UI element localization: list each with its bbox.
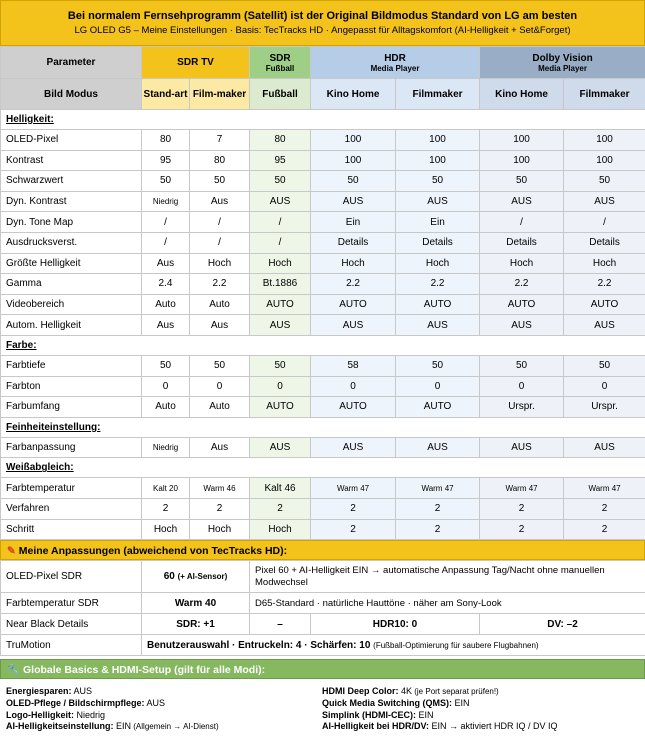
cell-value: 100: [311, 150, 396, 171]
basics-panel: [0, 679, 645, 735]
cell-value: Ein: [311, 212, 396, 233]
adj-oled-value: 60 (+ AI-Sensor): [142, 561, 250, 593]
table-row: [1, 274, 645, 295]
basics-left-column: [6, 686, 322, 735]
cell-value: Warm 47: [311, 478, 396, 499]
basics-item: [6, 686, 322, 698]
cell-value: AUTO: [250, 294, 311, 315]
table-row: [1, 376, 645, 397]
table-row: [1, 253, 645, 274]
cell-value: 2: [396, 498, 480, 519]
adj-trumotion-label: TruMotion: [1, 635, 142, 656]
adj-nearblack-hdr: HDR10: 0: [311, 614, 480, 635]
cell-value: 0: [190, 376, 250, 397]
cell-value: 80: [190, 150, 250, 171]
table-row: [1, 171, 645, 192]
adjustments-header: [0, 540, 645, 560]
cell-value: AUS: [311, 191, 396, 212]
mode-fussball: Fußball: [250, 79, 311, 110]
cell-value: 2: [396, 519, 480, 540]
wrench-icon: 🔧: [7, 664, 21, 677]
basics-item-value: 4K: [398, 686, 413, 697]
cell-value: Hoch: [396, 253, 480, 274]
basics-item-key: Logo-Helligkeit:: [6, 709, 74, 720]
table-row: [1, 232, 645, 253]
cell-value: 2.2: [311, 274, 396, 295]
adj-nearblack-label: Near Black Details: [1, 614, 142, 635]
cell-value: Urspr.: [480, 397, 564, 418]
adj-temp-desc: D65-Standard · natürliche Hauttöne · näher am Sony-Look: [250, 593, 645, 614]
cell-value: Hoch: [480, 253, 564, 274]
basics-item-value: AUS: [71, 686, 93, 697]
cell-value: 2.4: [142, 274, 190, 295]
cell-value: 100: [564, 130, 645, 151]
row-label-gr-te-helligkeit: Größte Helligkeit: [1, 253, 142, 274]
row-label-kontrast: Kontrast: [1, 150, 142, 171]
cell-value: 0: [142, 376, 190, 397]
cell-value: Hoch: [250, 519, 311, 540]
cell-value: 7: [190, 130, 250, 151]
cell-value: 50: [142, 355, 190, 376]
cell-value: AUS: [396, 191, 480, 212]
adj-nearblack-dv: DV: –2: [480, 614, 645, 635]
row-label-farbumfang: Farbumfang: [1, 397, 142, 418]
cell-value: 2: [564, 498, 645, 519]
cell-value: 50: [396, 171, 480, 192]
cell-value: 50: [142, 171, 190, 192]
cell-value: 50: [564, 355, 645, 376]
basics-item: [6, 721, 322, 733]
basics-item-key: Quick Media Switching (QMS):: [322, 697, 453, 708]
cell-value: AUS: [250, 191, 311, 212]
basics-item: [6, 698, 322, 710]
cell-value: Auto: [142, 397, 190, 418]
cell-value: Ein: [396, 212, 480, 233]
cell-value: /: [190, 212, 250, 233]
adj-oled-desc: Pixel 60 + AI-Helligkeit EIN → automatische Anpassung Tag/Nacht ohne manuellen Modwechsel: [250, 561, 645, 593]
cell-value: /: [480, 212, 564, 233]
pencil-icon: ✎: [7, 545, 16, 558]
mode-filmmaker-dv: Filmmaker: [564, 79, 645, 110]
cell-value: 0: [250, 376, 311, 397]
section-title: Farbe:: [1, 335, 645, 355]
cell-value: Warm 47: [480, 478, 564, 499]
basics-header: [0, 659, 645, 679]
adj-nearblack-dash: –: [250, 614, 311, 635]
cell-value: Hoch: [190, 519, 250, 540]
cell-value: Auto: [142, 294, 190, 315]
cell-value: AUTO: [564, 294, 645, 315]
basics-item-key: AI-Helligkeitseinstellung:: [6, 721, 114, 732]
cell-value: /: [564, 212, 645, 233]
cell-value: Kalt 20: [142, 478, 190, 499]
col-parameter: Parameter: [1, 47, 142, 79]
basics-item-note: (je Port separat prüfen!): [412, 687, 499, 697]
cell-value: 50: [564, 171, 645, 192]
settings-table: [0, 46, 645, 540]
table-row: [1, 519, 645, 540]
mode-standart: Stand-art: [142, 79, 190, 110]
row-label-farbanpassung: Farbanpassung: [1, 437, 142, 458]
cell-value: Hoch: [250, 253, 311, 274]
cell-value: 50: [396, 355, 480, 376]
col-sdr-fussball: SDR Fußball: [250, 47, 311, 79]
table-row: [1, 498, 645, 519]
row-label-autom-helligkeit: Autom. Helligkeit: [1, 315, 142, 336]
adj-trumotion-value: Benutzerauswahl · Entruckeln: 4 · Schärfen: 10 (Fußball-Optimierung für saubere Flugbahnen): [142, 635, 645, 656]
cell-value: 2: [250, 498, 311, 519]
section-title: Weißabgleich:: [1, 458, 645, 478]
cell-value: /: [142, 232, 190, 253]
basics-item-value: EIN: [416, 709, 434, 720]
basics-item: [322, 721, 638, 733]
cell-value: /: [250, 212, 311, 233]
table-row: [1, 294, 645, 315]
cell-value: 0: [480, 376, 564, 397]
cell-value: 0: [396, 376, 480, 397]
adjustments-table: [0, 560, 645, 656]
cell-value: AUTO: [311, 397, 396, 418]
cell-value: 2: [480, 519, 564, 540]
row-label-farbtemperatur: Farbtemperatur: [1, 478, 142, 499]
mode-filmmaker-sdr: Film-maker: [190, 79, 250, 110]
mode-filmmaker-hdr: Filmmaker: [396, 79, 480, 110]
page-title: Bei normalem Fernsehprogramm (Satellit) ist der Original Bildmodus Standard von LG am besten: [67, 10, 578, 22]
cell-value: 2.2: [190, 274, 250, 295]
table-row: [1, 397, 645, 418]
cell-value: 2: [311, 498, 396, 519]
row-label-farbtiefe: Farbtiefe: [1, 355, 142, 376]
cell-value: 2.2: [396, 274, 480, 295]
cell-value: Hoch: [142, 519, 190, 540]
cell-value: 100: [311, 130, 396, 151]
basics-item-value: EIN: [452, 697, 470, 708]
row-label-schwarzwert: Schwarzwert: [1, 171, 142, 192]
cell-value: AUS: [564, 315, 645, 336]
cell-value: Details: [396, 232, 480, 253]
col-dolby-vision: Dolby Vision Media Player: [480, 47, 645, 79]
section-title: Helligkeit:: [1, 110, 645, 130]
row-label-ausdrucksverst: Ausdrucksverst.: [1, 232, 142, 253]
adj-nearblack-sdr: SDR: +1: [142, 614, 250, 635]
adj-oled-label: OLED-Pixel SDR: [1, 561, 142, 593]
adj-temp-value: Warm 40: [142, 593, 250, 614]
cell-value: 2.2: [564, 274, 645, 295]
cell-value: 50: [190, 355, 250, 376]
basics-item-key: Energiesparen:: [6, 686, 72, 697]
cell-value: 2: [142, 498, 190, 519]
cell-value: AUTO: [480, 294, 564, 315]
basics-item-key: AI-Helligkeit bei HDR/DV:: [322, 721, 430, 732]
cell-value: Bt.1886: [250, 274, 311, 295]
row-label-gamma: Gamma: [1, 274, 142, 295]
table-row: [1, 150, 645, 171]
page-subtitle: LG OLED G5 – Meine Einstellungen · Basis: TecTracks HD · Angepasst für Alltagskomfort (AI-Helligkeit + Set&Forget): [74, 25, 571, 36]
cell-value: Details: [311, 232, 396, 253]
cell-value: Aus: [190, 315, 250, 336]
cell-value: AUS: [396, 315, 480, 336]
cell-value: 0: [564, 376, 645, 397]
cell-value: Aus: [190, 191, 250, 212]
table-row: [1, 437, 645, 458]
basics-item: [322, 686, 638, 698]
cell-value: Hoch: [190, 253, 250, 274]
basics-item-value: AUS: [144, 697, 166, 708]
basics-item-value: EIN: [113, 721, 132, 732]
basics-item-note: (Allgemein → AI-Dienst): [131, 722, 219, 732]
cell-value: 100: [564, 150, 645, 171]
cell-value: AUTO: [396, 397, 480, 418]
cell-value: AUS: [311, 315, 396, 336]
cell-value: 100: [396, 150, 480, 171]
table-row: [1, 478, 645, 499]
cell-value: AUS: [480, 315, 564, 336]
adjustments-title: Meine Anpassungen (abweichend von TecTracks HD):: [18, 545, 288, 558]
cell-value: Niedrig: [142, 437, 190, 458]
table-row: [1, 130, 645, 151]
cell-value: 2.2: [480, 274, 564, 295]
table-row: [1, 355, 645, 376]
basics-item-key: Simplink (HDMI-CEC):: [322, 709, 416, 720]
cell-value: /: [190, 232, 250, 253]
cell-value: 100: [480, 150, 564, 171]
basics-item: [322, 698, 638, 710]
cell-value: Hoch: [311, 253, 396, 274]
section-title: Feinheiteinstellung:: [1, 417, 645, 437]
cell-value: AUS: [564, 437, 645, 458]
cell-value: Kalt 46: [250, 478, 311, 499]
cell-value: 2: [564, 519, 645, 540]
cell-value: Aus: [142, 315, 190, 336]
cell-value: Warm 47: [396, 478, 480, 499]
header-banner: [0, 0, 645, 46]
table-row: [1, 315, 645, 336]
cell-value: Niedrig: [142, 191, 190, 212]
table-row: [1, 212, 645, 233]
cell-value: Details: [480, 232, 564, 253]
cell-value: AUS: [311, 437, 396, 458]
cell-value: /: [250, 232, 311, 253]
cell-value: 58: [311, 355, 396, 376]
cell-value: AUS: [250, 315, 311, 336]
row-label-dyn-kontrast: Dyn. Kontrast: [1, 191, 142, 212]
cell-value: Auto: [190, 397, 250, 418]
settings-sections: [1, 110, 645, 540]
basics-item-value: Niedrig: [74, 709, 106, 720]
cell-value: Auto: [190, 294, 250, 315]
cell-value: 50: [480, 355, 564, 376]
cell-value: Aus: [142, 253, 190, 274]
cell-value: Aus: [190, 437, 250, 458]
cell-value: 100: [396, 130, 480, 151]
cell-value: Urspr.: [564, 397, 645, 418]
cell-value: 50: [250, 171, 311, 192]
col-bildmodus: Bild Modus: [1, 79, 142, 110]
cell-value: 95: [250, 150, 311, 171]
cell-value: Warm 46: [190, 478, 250, 499]
col-sdr-tv: SDR TV: [142, 47, 250, 79]
cell-value: AUTO: [396, 294, 480, 315]
row-label-farbton: Farbton: [1, 376, 142, 397]
basics-right-column: [322, 686, 638, 735]
cell-value: Details: [564, 232, 645, 253]
cell-value: 95: [142, 150, 190, 171]
cell-value: AUS: [564, 191, 645, 212]
row-label-verfahren: Verfahren: [1, 498, 142, 519]
cell-value: 100: [480, 130, 564, 151]
cell-value: 50: [311, 171, 396, 192]
mode-kino-home-hdr: Kino Home: [311, 79, 396, 110]
cell-value: AUS: [480, 191, 564, 212]
cell-value: 2: [190, 498, 250, 519]
row-label-schritt: Schritt: [1, 519, 142, 540]
basics-item-key: OLED-Pflege / Bildschirmpflege:: [6, 697, 145, 708]
cell-value: 80: [250, 130, 311, 151]
cell-value: AUTO: [311, 294, 396, 315]
cell-value: AUS: [396, 437, 480, 458]
basics-item-key: HDMI Deep Color:: [322, 686, 399, 697]
mode-kino-home-dv: Kino Home: [480, 79, 564, 110]
cell-value: AUTO: [250, 397, 311, 418]
cell-value: 50: [190, 171, 250, 192]
basics-item-value: EIN → aktiviert HDR IQ / DV IQ: [429, 721, 558, 732]
cell-value: 50: [480, 171, 564, 192]
row-label-dyn-tone-map: Dyn. Tone Map: [1, 212, 142, 233]
cell-value: 80: [142, 130, 190, 151]
col-hdr: HDR Media Player: [311, 47, 480, 79]
cell-value: Hoch: [564, 253, 645, 274]
adj-temp-label: Farbtemperatur SDR: [1, 593, 142, 614]
cell-value: /: [142, 212, 190, 233]
table-row: [1, 191, 645, 212]
cell-value: AUS: [480, 437, 564, 458]
cell-value: Warm 47: [564, 478, 645, 499]
cell-value: 2: [480, 498, 564, 519]
cell-value: 0: [311, 376, 396, 397]
basics-title: Globale Basics & HDMI-Setup (gilt für alle Modi):: [23, 664, 266, 677]
row-label-videobereich: Videobereich: [1, 294, 142, 315]
cell-value: AUS: [250, 437, 311, 458]
row-label-oled-pixel: OLED-Pixel: [1, 130, 142, 151]
cell-value: 2: [311, 519, 396, 540]
cell-value: 50: [250, 355, 311, 376]
basics-item: [6, 710, 322, 722]
basics-item: [322, 710, 638, 722]
